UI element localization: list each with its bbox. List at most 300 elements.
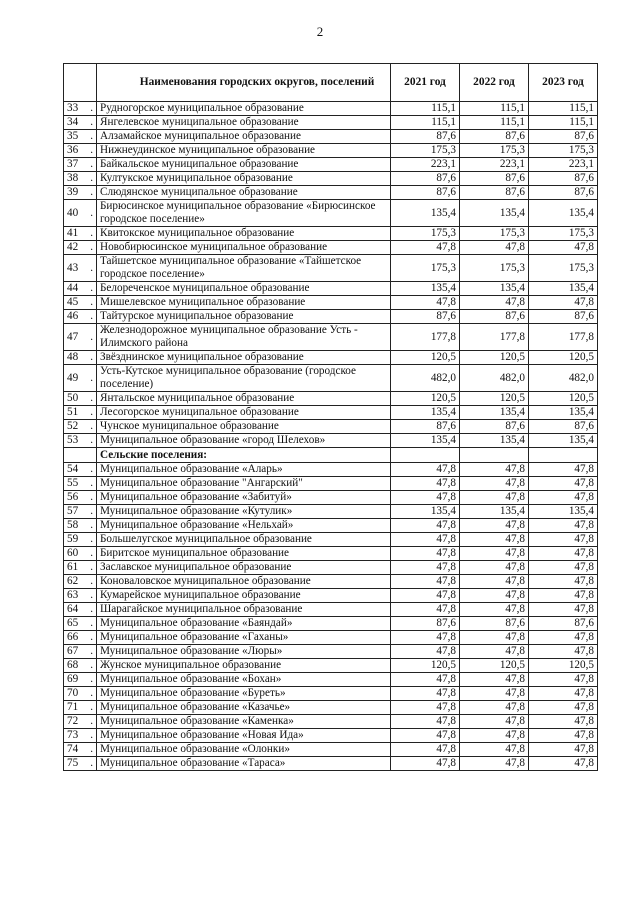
row-number-dot: .	[90, 519, 93, 531]
table-header	[64, 64, 598, 102]
row-name: Муниципальное образование «Нельхай»	[97, 519, 391, 533]
row-number-dot: .	[90, 645, 93, 657]
row-number-dot: .	[90, 659, 93, 671]
value-2022: 47,8	[460, 603, 529, 617]
value-2021: 87,6	[391, 420, 460, 434]
row-number-text: 35	[67, 130, 79, 142]
table-row	[64, 296, 598, 310]
row-number-dot: .	[90, 296, 93, 308]
row-number-text: 75	[67, 757, 79, 769]
value-2022: 115,1	[460, 116, 529, 130]
table-row	[64, 743, 598, 757]
value-2021: 115,1	[391, 116, 460, 130]
row-number-dot: .	[90, 743, 93, 755]
row-name: Байкальское муниципальное образование	[97, 158, 391, 172]
row-number	[64, 172, 97, 186]
row-number	[64, 158, 97, 172]
table-row	[64, 351, 598, 365]
row-name: Янгелевское муниципальное образование	[97, 116, 391, 130]
table-row	[64, 324, 598, 351]
value-2023: 482,0	[529, 365, 598, 392]
row-number	[64, 186, 97, 200]
value-2023: 47,8	[529, 715, 598, 729]
row-number	[64, 617, 97, 631]
row-number-text: 56	[67, 491, 79, 503]
row-name: Муниципальное образование «Забитуй»	[97, 491, 391, 505]
row-number-text: 57	[67, 505, 79, 517]
value-2023: 47,8	[529, 533, 598, 547]
row-number-text: 72	[67, 715, 79, 727]
row-name: Муниципальное образование «Олонки»	[97, 743, 391, 757]
row-name: Муниципальное образование «Каменка»	[97, 715, 391, 729]
value-2022: 177,8	[460, 324, 529, 351]
value-2022: 482,0	[460, 365, 529, 392]
value-2021: 87,6	[391, 130, 460, 144]
row-number-dot: .	[90, 505, 93, 517]
row-number-dot: .	[90, 631, 93, 643]
value-2022: 47,8	[460, 241, 529, 255]
row-number-text: 53	[67, 434, 79, 446]
value-2022: 47,8	[460, 645, 529, 659]
value-2023: 87,6	[529, 617, 598, 631]
value-2023: 47,8	[529, 491, 598, 505]
value-2023: 135,4	[529, 505, 598, 519]
value-2021: 87,6	[391, 186, 460, 200]
row-number	[64, 227, 97, 241]
row-number-dot: .	[90, 144, 93, 156]
value-2021: 115,1	[391, 102, 460, 116]
row-number-text: 49	[67, 371, 79, 384]
value-2022: 175,3	[460, 227, 529, 241]
row-name: Коноваловское муниципальное образование	[97, 575, 391, 589]
value-2021: 135,4	[391, 282, 460, 296]
row-name: Нижнеудинское муниципальное образование	[97, 144, 391, 158]
value-2021: 47,8	[391, 673, 460, 687]
table-row	[64, 575, 598, 589]
row-number-dot: .	[90, 186, 93, 198]
row-number-dot: .	[90, 701, 93, 713]
header-2022: 2022 год	[460, 64, 529, 102]
row-number-text: 46	[67, 310, 79, 322]
value-2021: 47,8	[391, 561, 460, 575]
row-number-text: 68	[67, 659, 79, 671]
table-row	[64, 701, 598, 715]
table-row	[64, 186, 598, 200]
row-name: Муниципальное образование «Люры»	[97, 645, 391, 659]
row-number-text: 60	[67, 547, 79, 559]
row-number	[64, 743, 97, 757]
row-name: Лесогорское муниципальное образование	[97, 406, 391, 420]
row-name: Чунское муниципальное образование	[97, 420, 391, 434]
value-2022: 47,8	[460, 757, 529, 771]
table-body	[64, 102, 598, 771]
row-number	[64, 296, 97, 310]
value-2022: 87,6	[460, 186, 529, 200]
row-number-dot: .	[90, 729, 93, 741]
value-2023: 87,6	[529, 172, 598, 186]
row-number-dot: .	[90, 575, 93, 587]
row-number-text: 63	[67, 589, 79, 601]
row-name: Кумарейское муниципальное образование	[97, 589, 391, 603]
row-name: Муниципальное образование «Буреть»	[97, 687, 391, 701]
table-row	[64, 406, 598, 420]
table-row	[64, 561, 598, 575]
row-number-text: 42	[67, 241, 79, 253]
table-row	[64, 130, 598, 144]
value-2021: 135,4	[391, 505, 460, 519]
value-2023: 175,3	[529, 227, 598, 241]
row-number-dot: .	[90, 330, 93, 343]
row-name: Муниципальное образование «Казачье»	[97, 701, 391, 715]
value-2021: 47,8	[391, 645, 460, 659]
value-2021: 47,8	[391, 575, 460, 589]
row-number	[64, 729, 97, 743]
value-2023: 175,3	[529, 144, 598, 158]
value-2021: 135,4	[391, 434, 460, 448]
value-2023: 177,8	[529, 324, 598, 351]
row-name: Култукское муниципальное образование	[97, 172, 391, 186]
row-number	[64, 282, 97, 296]
row-number	[64, 463, 97, 477]
row-number-text: 45	[67, 296, 79, 308]
row-number	[64, 659, 97, 673]
row-number-text: 34	[67, 116, 79, 128]
row-name: Муниципальное образование «Тараса»	[97, 757, 391, 771]
table-row	[64, 491, 598, 505]
value-2021: 47,8	[391, 687, 460, 701]
value-2023: 87,6	[529, 310, 598, 324]
value-2022: 47,8	[460, 561, 529, 575]
row-name: Муниципальное образование «Новая Ида»	[97, 729, 391, 743]
table-row	[64, 631, 598, 645]
value-2022: 135,4	[460, 406, 529, 420]
value-2021: 135,4	[391, 200, 460, 227]
row-number-dot: .	[90, 757, 93, 769]
row-number	[64, 477, 97, 491]
value-2023: 87,6	[529, 420, 598, 434]
value-2021	[391, 448, 460, 463]
row-number-dot: .	[90, 617, 93, 629]
row-number	[64, 130, 97, 144]
table-row	[64, 673, 598, 687]
value-2022: 135,4	[460, 434, 529, 448]
table-row	[64, 729, 598, 743]
row-number-text: 41	[67, 227, 79, 239]
row-number	[64, 434, 97, 448]
value-2023: 47,8	[529, 575, 598, 589]
value-2023: 47,8	[529, 743, 598, 757]
value-2023: 47,8	[529, 241, 598, 255]
value-2022: 87,6	[460, 172, 529, 186]
row-number-dot: .	[90, 477, 93, 489]
row-number	[64, 420, 97, 434]
value-2021: 47,8	[391, 241, 460, 255]
row-number	[64, 351, 97, 365]
value-2022: 47,8	[460, 491, 529, 505]
row-number-text: 70	[67, 687, 79, 699]
row-number-dot: .	[90, 561, 93, 573]
value-2023: 87,6	[529, 186, 598, 200]
value-2023	[529, 448, 598, 463]
page-number: 2	[316, 24, 324, 39]
row-number-dot: .	[90, 673, 93, 685]
value-2021: 120,5	[391, 351, 460, 365]
table-row	[64, 420, 598, 434]
row-number-dot: .	[90, 434, 93, 446]
row-number-text: 40	[67, 206, 79, 219]
row-name: Белореченское муниципальное образование	[97, 282, 391, 296]
value-2021: 47,8	[391, 589, 460, 603]
row-number	[64, 406, 97, 420]
table-row	[64, 547, 598, 561]
row-number	[64, 715, 97, 729]
row-number	[64, 116, 97, 130]
value-2023: 115,1	[529, 116, 598, 130]
row-number-text: 48	[67, 351, 79, 363]
value-2023: 175,3	[529, 255, 598, 282]
row-name: Заславское муниципальное образование	[97, 561, 391, 575]
table-row	[64, 505, 598, 519]
value-2021: 175,3	[391, 255, 460, 282]
value-2022: 87,6	[460, 310, 529, 324]
row-number-dot: .	[90, 282, 93, 294]
value-2021: 47,8	[391, 743, 460, 757]
row-number-text: 55	[67, 477, 79, 489]
table-row	[64, 200, 598, 227]
row-number	[64, 255, 97, 282]
row-name: Муниципальное образование «Аларь»	[97, 463, 391, 477]
table-row	[64, 533, 598, 547]
value-2023: 223,1	[529, 158, 598, 172]
row-number-text: 50	[67, 392, 79, 404]
value-2022: 47,8	[460, 547, 529, 561]
value-2023: 47,8	[529, 701, 598, 715]
row-number	[64, 673, 97, 687]
table-row	[64, 659, 598, 673]
table-row	[64, 392, 598, 406]
value-2021: 87,6	[391, 617, 460, 631]
value-2022: 47,8	[460, 533, 529, 547]
value-2023: 115,1	[529, 102, 598, 116]
table-row	[64, 116, 598, 130]
value-2022: 47,8	[460, 715, 529, 729]
row-number	[64, 589, 97, 603]
table-row	[64, 477, 598, 491]
table-row	[64, 687, 598, 701]
value-2023: 47,8	[529, 687, 598, 701]
value-2022: 120,5	[460, 351, 529, 365]
value-2022: 47,8	[460, 463, 529, 477]
table-row	[64, 227, 598, 241]
row-number-dot: .	[90, 116, 93, 128]
header-name: Наименования городских округов, поселений	[97, 64, 391, 102]
value-2023: 47,8	[529, 519, 598, 533]
row-number-text: 61	[67, 561, 79, 573]
row-number-dot: .	[90, 589, 93, 601]
value-2023: 135,4	[529, 200, 598, 227]
value-2021: 120,5	[391, 392, 460, 406]
row-number	[64, 645, 97, 659]
row-number-text: 47	[67, 330, 79, 343]
row-number	[64, 491, 97, 505]
value-2021: 47,8	[391, 463, 460, 477]
row-number	[64, 324, 97, 351]
row-number	[64, 687, 97, 701]
row-name: Жунское муниципальное образование	[97, 659, 391, 673]
value-2023: 135,4	[529, 406, 598, 420]
value-2023: 47,8	[529, 296, 598, 310]
row-name: Муниципальное образование «Баяндай»	[97, 617, 391, 631]
table-row	[64, 365, 598, 392]
row-number-dot: .	[90, 130, 93, 142]
value-2021: 47,8	[391, 603, 460, 617]
table-row	[64, 463, 598, 477]
table-row	[64, 158, 598, 172]
table-row	[64, 144, 598, 158]
value-2023: 135,4	[529, 282, 598, 296]
row-name: Слюдянское муниципальное образование	[97, 186, 391, 200]
value-2021: 47,8	[391, 715, 460, 729]
row-number-text: 71	[67, 701, 79, 713]
row-number	[64, 200, 97, 227]
value-2023: 47,8	[529, 757, 598, 771]
row-number-dot: .	[90, 206, 93, 219]
value-2023: 135,4	[529, 434, 598, 448]
value-2023: 47,8	[529, 645, 598, 659]
value-2021: 135,4	[391, 406, 460, 420]
row-number-text: 65	[67, 617, 79, 629]
row-number	[64, 310, 97, 324]
value-2022: 135,4	[460, 200, 529, 227]
row-number-text: 44	[67, 282, 79, 294]
value-2022: 87,6	[460, 130, 529, 144]
table-row	[64, 241, 598, 255]
row-number-text: 38	[67, 172, 79, 184]
row-number	[64, 519, 97, 533]
row-number-text: 36	[67, 144, 79, 156]
value-2022	[460, 448, 529, 463]
value-2021: 120,5	[391, 659, 460, 673]
row-number	[64, 392, 97, 406]
value-2021: 87,6	[391, 310, 460, 324]
value-2021: 47,8	[391, 701, 460, 715]
table-row	[64, 434, 598, 448]
row-number-dot: .	[90, 491, 93, 503]
value-2021: 177,8	[391, 324, 460, 351]
row-number	[64, 102, 97, 116]
value-2022: 135,4	[460, 505, 529, 519]
row-number	[64, 631, 97, 645]
row-name: Квитокское муниципальное образование	[97, 227, 391, 241]
value-2021: 223,1	[391, 158, 460, 172]
value-2023: 120,5	[529, 351, 598, 365]
value-2022: 120,5	[460, 659, 529, 673]
row-number-dot: .	[90, 463, 93, 475]
row-number-text: 51	[67, 406, 79, 418]
table-row	[64, 255, 598, 282]
row-number	[64, 448, 97, 463]
row-number-text: 69	[67, 673, 79, 685]
value-2022: 120,5	[460, 392, 529, 406]
row-number	[64, 505, 97, 519]
row-number-dot: .	[90, 406, 93, 418]
value-2022: 115,1	[460, 102, 529, 116]
value-2022: 47,8	[460, 729, 529, 743]
row-number-dot: .	[90, 687, 93, 699]
row-name: Шарагайское муниципальное образование	[97, 603, 391, 617]
row-name: Большелугское муниципальное образование	[97, 533, 391, 547]
table-row	[64, 589, 598, 603]
row-number-dot: .	[90, 102, 93, 114]
value-2023: 87,6	[529, 130, 598, 144]
row-name: Бирюсинское муниципальное образование «Бирюсинское городское поселение»	[97, 200, 391, 227]
value-2021: 47,8	[391, 519, 460, 533]
value-2021: 47,8	[391, 631, 460, 645]
value-2023: 47,8	[529, 673, 598, 687]
row-number-text: 39	[67, 186, 79, 198]
table-row	[64, 603, 598, 617]
value-2023: 47,8	[529, 477, 598, 491]
value-2022: 47,8	[460, 631, 529, 645]
row-name: Мишелевское муниципальное образование	[97, 296, 391, 310]
value-2021: 47,8	[391, 547, 460, 561]
row-number-dot: .	[90, 371, 93, 384]
row-number-text: 74	[67, 743, 79, 755]
table-row	[64, 757, 598, 771]
row-name: Новобирюсинское муниципальное образование	[97, 241, 391, 255]
row-number-dot: .	[90, 241, 93, 253]
table-row	[64, 519, 598, 533]
row-number-text: 58	[67, 519, 79, 531]
row-number	[64, 533, 97, 547]
header-2021: 2021 год	[391, 64, 460, 102]
value-2023: 47,8	[529, 547, 598, 561]
row-number	[64, 603, 97, 617]
value-2022: 175,3	[460, 144, 529, 158]
value-2021: 47,8	[391, 729, 460, 743]
row-name: Муниципальное образование "Ангарский"	[97, 477, 391, 491]
row-number	[64, 144, 97, 158]
row-number-dot: .	[90, 310, 93, 322]
row-number	[64, 561, 97, 575]
row-number	[64, 701, 97, 715]
table-row	[64, 715, 598, 729]
value-2021: 47,8	[391, 491, 460, 505]
value-2021: 47,8	[391, 477, 460, 491]
row-number-text: 59	[67, 533, 79, 545]
value-2022: 47,8	[460, 743, 529, 757]
value-2022: 87,6	[460, 420, 529, 434]
value-2021: 47,8	[391, 757, 460, 771]
row-name: Тайшетское муниципальное образование «Тайшетское городское поселение»	[97, 255, 391, 282]
value-2022: 47,8	[460, 477, 529, 491]
row-name: Муниципальное образование «Кутулик»	[97, 505, 391, 519]
row-number-dot: .	[90, 158, 93, 170]
row-number-text: 67	[67, 645, 79, 657]
table-row	[64, 617, 598, 631]
value-2023: 47,8	[529, 603, 598, 617]
row-number-text: 66	[67, 631, 79, 643]
row-number-text: 37	[67, 158, 79, 170]
row-name: Усть-Кутское муниципальное образование (городское поселение)	[97, 365, 391, 392]
row-name: Звёзднинское муниципальное образование	[97, 351, 391, 365]
value-2023: 47,8	[529, 729, 598, 743]
value-2022: 47,8	[460, 701, 529, 715]
row-number-text: 54	[67, 463, 79, 475]
section-row	[64, 448, 598, 463]
table-row	[64, 310, 598, 324]
row-number	[64, 575, 97, 589]
